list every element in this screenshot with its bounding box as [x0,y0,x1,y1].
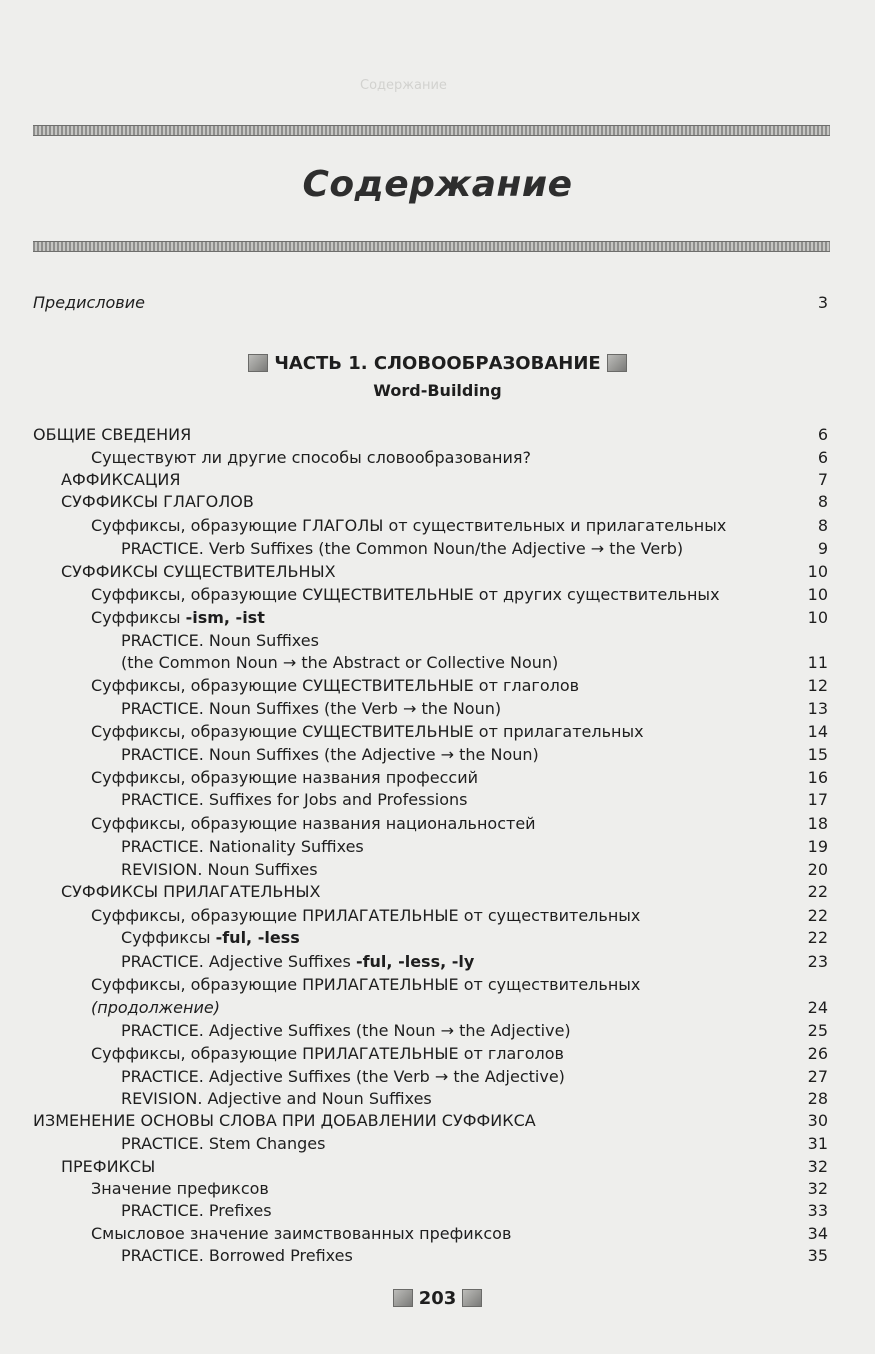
toc-entry-title [91,675,579,697]
square-ornament-icon [248,354,268,372]
toc-entry-text: ОБЩИЕ СВЕДЕНИЯ [33,425,192,444]
toc-entry-title [91,813,536,835]
toc-entry [33,491,830,513]
toc-entry-title [121,1066,565,1088]
toc-entry-title [121,1088,432,1110]
toc-entry-title [121,859,318,881]
toc-entry-page: 8 [817,492,828,511]
toc-entry-text: Суффиксы, образующие СУЩЕСТВИТЕЛЬНЫЕ от прилагательных [91,722,644,741]
toc-entry [33,675,830,697]
toc-entry-text: (the Common Noun → the Abstract or Collective Noun) [121,653,559,672]
toc-entry-page: 10 [807,608,828,627]
toc-entry [33,1043,830,1065]
toc-entry-bold-suffix: -ful, -less, -ly [355,952,475,971]
toc-entry-text: Суффиксы, образующие названия национальностей [91,814,536,833]
toc-entry-title [91,1043,564,1065]
toc-entry [33,1133,830,1155]
toc-entry-text: (продолжение) [91,998,220,1017]
toc-entry-text: СУФФИКСЫ ПРИЛАГАТЕЛЬНЫХ [61,882,321,901]
toc-entry-title [121,836,364,858]
toc-entry-title [91,905,640,927]
toc-entry [33,789,830,811]
toc-entry-text: Суффиксы [121,928,216,947]
toc-entry-page: 23 [807,952,828,971]
toc-entry-title [91,997,220,1019]
toc-entry-page: 27 [807,1067,828,1086]
toc-entry [33,652,830,674]
toc-entry-text: Суффиксы [91,608,186,627]
page-title: Содержание [302,164,573,205]
toc-entry [33,1156,830,1178]
toc-entry-page: 30 [807,1111,828,1130]
toc-entry [33,515,830,537]
toc-entry-page: 10 [807,562,828,581]
toc-entry-text: Суффиксы, образующие ПРИЛАГАТЕЛЬНЫЕ от глаголов [91,1044,564,1063]
toc-entry-page: 25 [807,1021,828,1040]
toc-entry-page: 6 [817,448,828,467]
toc-entry [33,1066,830,1088]
toc-entry [33,698,830,720]
part-heading-text: ЧАСТЬ 1. СЛОВООБРАЗОВАНИЕ [274,353,601,374]
toc-entry-title [91,515,726,537]
toc-entry-title [91,974,640,996]
toc-entry-text: PRACTICE. Suffixes for Jobs and Professions [121,790,468,809]
toc-entry-page: 31 [807,1134,828,1153]
toc-entry-title [121,744,539,766]
toc-entry [33,1200,830,1222]
toc-entry-page: 18 [807,814,828,833]
toc-entry [33,1223,830,1245]
toc-entry [33,584,830,606]
toc-entry-text: АФФИКСАЦИЯ [61,470,181,489]
part-subheading: Word-Building [373,381,502,400]
toc-entry-text: ИЗМЕНЕНИЕ ОСНОВЫ СЛОВА ПРИ ДОБАВЛЕНИИ СУФФИКСА [33,1111,536,1130]
toc-entry [33,538,830,560]
toc-entry-text: СУФФИКСЫ ГЛАГОЛОВ [61,492,254,511]
toc-entry [33,1088,830,1110]
toc-entry-text: PRACTICE. Noun Suffixes (the Adjective → the Noun) [121,745,539,764]
toc-entry [33,881,830,903]
toc-entry-page: 3 [817,293,828,312]
toc-entry-title [121,652,558,674]
toc-entry-page: 32 [807,1157,828,1176]
square-ornament-icon [607,354,627,372]
toc-entry [33,836,830,858]
page-number: 203 [418,1288,457,1309]
toc-entry-title [33,292,145,314]
toc-entry-text: Суффиксы, образующие ПРИЛАГАТЕЛЬНЫЕ от существительных [91,975,641,994]
toc-entry [33,561,830,583]
toc-entry-page: 12 [807,676,828,695]
toc-entry-text: ПРЕФИКСЫ [61,1157,156,1176]
toc-entry [33,927,830,949]
toc-entry-page: 6 [817,425,828,444]
toc-entry-page: 24 [807,998,828,1017]
toc-entry-text: Суффиксы, образующие ГЛАГОЛЫ от существительных и прилагательных [91,516,727,535]
toc-entry-text: PRACTICE. Nationality Suffixes [121,837,364,856]
toc-entry-text: PRACTICE. Verb Suffixes (the Common Noun/the Adjective → the Verb) [121,539,684,558]
toc-entry-title [33,1110,536,1132]
toc-entry-page: 15 [807,745,828,764]
toc-entry-title [61,469,180,491]
toc-entry [33,721,830,743]
toc-entry-text: PRACTICE. Prefixes [121,1201,272,1220]
toc-entry-bold-suffix: -ism, -ist [185,608,265,627]
toc-entry-title [61,491,254,513]
toc-entry-title [91,721,644,743]
toc-entry-text: СУФФИКСЫ СУЩЕСТВИТЕЛЬНЫХ [61,562,336,581]
toc-entry [33,813,830,835]
toc-entry-page: 14 [807,722,828,741]
toc-entry-title [91,607,265,629]
toc-entry-title [61,561,336,583]
toc-entry-page: 32 [807,1179,828,1198]
toc-entry-text: PRACTICE. Stem Changes [121,1134,326,1153]
toc-entry [33,292,830,314]
toc-entry-text: Суффиксы, образующие названия профессий [91,768,479,787]
toc-entry-text: PRACTICE. Noun Suffixes [121,631,319,650]
toc-entry [33,859,830,881]
toc-entry-page: 19 [807,837,828,856]
toc-entry-text: Суффиксы, образующие СУЩЕСТВИТЕЛЬНЫЕ от других существительных [91,585,720,604]
toc-entry-page: 22 [807,882,828,901]
toc-entry-page: 22 [807,906,828,925]
toc-entry-title [61,1156,155,1178]
toc-entry [33,469,830,491]
toc-entry-text: PRACTICE. Noun Suffixes (the Verb → the Noun) [121,699,502,718]
toc-entry-title [121,789,468,811]
toc-entry-page: 16 [807,768,828,787]
part-heading [0,352,875,376]
toc-entry-title [121,927,300,949]
toc-entry [33,767,830,789]
page-number-footer [0,1287,875,1311]
toc-entry-text: PRACTICE. Adjective Suffixes (the Noun → the Adjective) [121,1021,571,1040]
toc-entry-title [121,1020,571,1042]
toc-entry [33,905,830,927]
toc-entry-title [91,447,531,469]
toc-entry-page: 8 [817,516,828,535]
toc-entry [33,997,830,1019]
title-band-bottom [33,241,830,252]
toc-entry-text: Значение префиксов [91,1179,269,1198]
square-ornament-icon [462,1289,482,1307]
toc-entry-title [121,1200,272,1222]
toc-entry-page: 33 [807,1201,828,1220]
toc-entry-page: 10 [807,585,828,604]
toc-entry-page: 17 [807,790,828,809]
toc-entry-text: Смысловое значение заимствованных префиксов [91,1224,512,1243]
toc-entry-text: PRACTICE. Borrowed Prefixes [121,1246,353,1265]
toc-entry-bold-suffix: -ful, -less [215,928,300,947]
toc-entry-title [91,767,478,789]
toc-entry [33,447,830,469]
toc-entry [33,744,830,766]
toc-entry-title [91,1223,511,1245]
toc-entry [33,424,830,446]
toc-entry-text: PRACTICE. Adjective Suffixes [121,952,356,971]
toc-entry [33,951,830,973]
title-band-top [33,125,830,136]
toc-entry-title [121,698,501,720]
toc-entry-text: REVISION. Adjective and Noun Suffixes [121,1089,432,1108]
toc-entry-page: 13 [807,699,828,718]
toc-entry-page: 22 [807,928,828,947]
toc-entry-title [121,630,319,652]
toc-entry-page: 20 [807,860,828,879]
toc-entry-text: PRACTICE. Adjective Suffixes (the Verb → the Adjective) [121,1067,565,1086]
toc-entry-title [121,1133,325,1155]
toc-entry-text: Предисловие [33,293,145,312]
toc-entry-page: 9 [817,539,828,558]
toc-entry-text: Суффиксы, образующие ПРИЛАГАТЕЛЬНЫЕ от существительных [91,906,641,925]
bleed-through-header: Содержание [360,78,447,93]
toc-entry-title [121,1245,353,1267]
toc-entry [33,630,830,652]
toc-entry-page: 35 [807,1246,828,1265]
toc-entry-text: Существуют ли другие способы словообразования? [91,448,531,467]
toc-entry-text: REVISION. Noun Suffixes [121,860,318,879]
toc-entry-page: 26 [807,1044,828,1063]
toc-entry-page: 7 [817,470,828,489]
toc-entry [33,974,830,996]
toc-entry [33,1110,830,1132]
toc-entry-page: 34 [807,1224,828,1243]
toc-entry-title [121,538,683,560]
toc-entry-text: Суффиксы, образующие СУЩЕСТВИТЕЛЬНЫЕ от глаголов [91,676,580,695]
toc-entry-title [91,584,720,606]
square-ornament-icon [393,1289,413,1307]
toc-entry-page: 11 [807,653,828,672]
toc-entry-page: 28 [807,1089,828,1108]
toc-entry [33,1245,830,1267]
toc-entry [33,1020,830,1042]
toc-entry [33,607,830,629]
toc-entry-title [33,424,191,446]
toc-entry-title [91,1178,269,1200]
toc-entry-title [61,881,321,903]
toc-entry [33,1178,830,1200]
toc-entry-title [121,951,474,973]
